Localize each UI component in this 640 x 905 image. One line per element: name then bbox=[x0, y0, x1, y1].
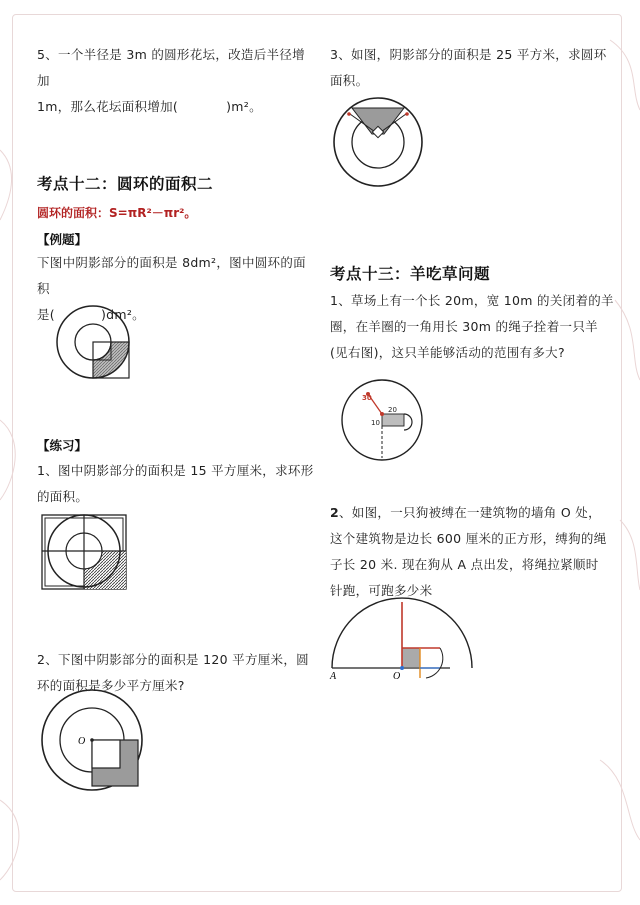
label-10: 10 bbox=[371, 419, 380, 427]
p2-line1: 2、下图中阴影部分的面积是 120 平方厘米，圆 bbox=[37, 652, 309, 667]
dog-figure bbox=[330, 574, 470, 684]
label-30: 30 bbox=[362, 394, 372, 402]
question-3-figure bbox=[330, 96, 450, 206]
sheep-question-1 bbox=[330, 288, 620, 366]
section-13-title: 考点十三：羊吃草问题 bbox=[330, 265, 491, 283]
p2-line2: 环的面积是多少平方厘米? bbox=[37, 678, 185, 693]
s2-line2: 这个建筑物是边长 600 厘米的正方形，缚狗的绳 bbox=[330, 531, 607, 546]
section-12-title: 考点十二：圆环的面积二 bbox=[37, 175, 214, 193]
example-line1: 下图中阴影部分的面积是 8dm²，图中圆环的面积 bbox=[37, 255, 306, 296]
q3-line1: 3、如图，阴影部分的面积是 25 平方米，求圆环 bbox=[330, 47, 607, 62]
q3-line2: 面积。 bbox=[330, 73, 369, 88]
p2-center-label: O bbox=[78, 736, 86, 747]
q5-line2: 1m，那么花坛面积增加( )m²。 bbox=[37, 99, 262, 114]
practice-1 bbox=[37, 458, 317, 510]
sheep-figure bbox=[342, 380, 452, 480]
label-O: O bbox=[393, 671, 401, 682]
practice-tag: 【练习】 bbox=[37, 438, 88, 453]
q5-line1: 5、一个半径是 3m 的圆形花坛，改造后半径增加 bbox=[37, 47, 305, 88]
s2-line1: 2、如图，一只狗被缚在一建筑物的墙角 O 处， bbox=[330, 505, 601, 520]
label-A: A bbox=[330, 671, 337, 682]
s1-line3: (见右图)，这只羊能够活动的范围有多大? bbox=[330, 345, 565, 360]
question-5 bbox=[37, 42, 312, 120]
example-line2: 是( )dm²。 bbox=[37, 307, 145, 322]
ring-area-formula: 圆环的面积：S=πR²－πr²。 bbox=[37, 206, 197, 220]
example-ring-figure bbox=[36, 302, 176, 412]
question-3 bbox=[330, 42, 620, 94]
s1-line2: 圈，在羊圈的一角用长 30m 的绳子拴着一只羊 bbox=[330, 319, 598, 334]
p1-line2: 的面积。 bbox=[37, 489, 89, 504]
s2-line3: 子长 20 米. 现在狗从 A 点出发，将绳拉紧顺时 bbox=[330, 557, 599, 572]
p1-line1: 1、图中阴影部分的面积是 15 平方厘米，求环形 bbox=[37, 463, 314, 478]
example-tag: 【例题】 bbox=[37, 232, 88, 247]
practice-1-figure bbox=[40, 513, 140, 593]
label-20: 20 bbox=[388, 406, 397, 414]
s2-line4: 针跑，可跑多少米 bbox=[330, 583, 433, 598]
practice-2-figure bbox=[40, 698, 180, 818]
s1-line1: 1、草场上有一个长 20m，宽 10m 的关闭着的羊 bbox=[330, 293, 614, 308]
